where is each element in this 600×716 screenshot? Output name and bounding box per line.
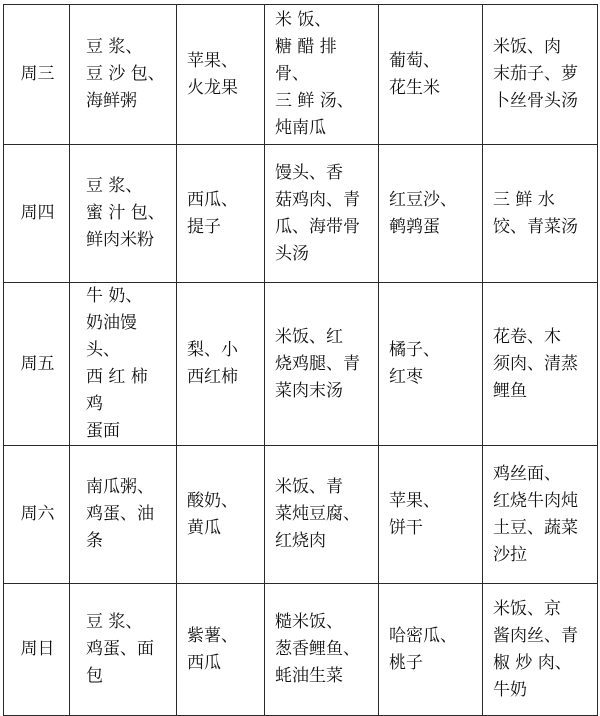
- snack1-text: 苹果、 火龙果: [187, 50, 238, 98]
- lunch-text: 馒头、香 菇鸡肉、青 瓜、海带骨 头汤: [275, 162, 360, 264]
- snack1-cell: [177, 584, 265, 716]
- day-cell: [4, 584, 70, 716]
- dinner-text: 花卷、木 须肉、清蒸 鲤鱼: [493, 326, 578, 401]
- breakfast-text: 豆 浆、 蜜 汁 包、 鲜肉米粉: [86, 176, 165, 250]
- dinner-text: 米饭、肉 末茄子、萝 卜丝骨头汤: [493, 37, 578, 111]
- lunch-text: 米饭、青 菜炖豆腐、 红烧肉: [275, 477, 360, 551]
- breakfast-cell: [70, 145, 177, 283]
- snack2-text: 葡萄、 花生米: [389, 50, 440, 98]
- dinner-cell: [483, 5, 598, 145]
- day-label: 周四: [20, 203, 55, 223]
- snack2-cell: [379, 145, 483, 283]
- breakfast-cell: [70, 5, 177, 145]
- snack2-cell: [379, 283, 483, 446]
- breakfast-text: 牛 奶、 奶油馒头、 西 红 柿 鸡 蛋面: [86, 286, 148, 441]
- day-label: 周六: [20, 504, 55, 524]
- dinner-text: 鸡丝面、 红烧牛肉炖 土豆、蔬菜 沙拉: [493, 463, 578, 565]
- snack2-cell: [379, 584, 483, 716]
- dinner-cell: [483, 283, 598, 446]
- snack1-text: 紫薯、 西瓜: [187, 625, 238, 673]
- breakfast-cell: [70, 584, 177, 716]
- lunch-text: 米 饭、 糖 醋 排 骨、 三 鲜 汤、 炖南瓜: [275, 10, 354, 138]
- day-label: 周五: [20, 353, 55, 374]
- dinner-cell: [483, 145, 598, 283]
- snack2-text: 哈密瓜、 桃子: [389, 625, 457, 673]
- snack1-cell: [177, 145, 265, 283]
- snack1-cell: [177, 283, 265, 446]
- day-cell: [4, 5, 70, 145]
- day-cell: [4, 446, 70, 584]
- lunch-text: 米饭、红 烧鸡腿、青 菜肉末汤: [275, 326, 360, 401]
- table-row: [4, 446, 598, 584]
- weekly-menu-table: [3, 4, 598, 716]
- snack1-cell: [177, 5, 265, 145]
- dinner-cell: [483, 446, 598, 584]
- dinner-cell: [483, 584, 598, 716]
- snack2-cell: [379, 446, 483, 584]
- lunch-cell: [265, 145, 379, 283]
- snack2-text: 苹果、 饼干: [389, 490, 440, 538]
- breakfast-cell: [70, 446, 177, 584]
- table-row: [4, 283, 598, 446]
- table-row: [4, 584, 598, 716]
- snack1-cell: [177, 446, 265, 584]
- day-cell: [4, 283, 70, 446]
- snack1-text: 西瓜、 提子: [187, 189, 238, 237]
- day-label: 周三: [20, 64, 55, 84]
- lunch-cell: [265, 5, 379, 145]
- dinner-text: 米饭、京 酱肉丝、青 椒 炒 肉、 牛奶: [493, 598, 578, 700]
- day-cell: [4, 145, 70, 283]
- lunch-cell: [265, 283, 379, 446]
- lunch-cell: [265, 584, 379, 716]
- breakfast-cell: [70, 283, 177, 446]
- lunch-cell: [265, 446, 379, 584]
- breakfast-text: 南瓜粥、 鸡蛋、油条: [86, 477, 154, 551]
- table-row: [4, 145, 598, 283]
- snack2-cell: [379, 5, 483, 145]
- snack2-text: 橘子、 红枣: [389, 340, 440, 387]
- day-label: 周日: [20, 639, 55, 659]
- snack2-text: 红豆沙、 鹌鹑蛋: [389, 189, 457, 237]
- dinner-text: 三 鲜 水 饺、青菜汤: [493, 189, 578, 237]
- table-row: [4, 5, 598, 145]
- lunch-text: 糙米饭、 葱香鲤鱼、 蚝油生菜: [275, 612, 360, 686]
- breakfast-text: 豆 浆、 豆 沙 包、 海鲜粥: [86, 37, 165, 111]
- snack1-text: 酸奶、 黄瓜: [187, 490, 238, 538]
- breakfast-text: 豆 浆、 鸡蛋、面包: [86, 612, 154, 686]
- snack1-text: 梨、小 西红柿: [187, 340, 238, 387]
